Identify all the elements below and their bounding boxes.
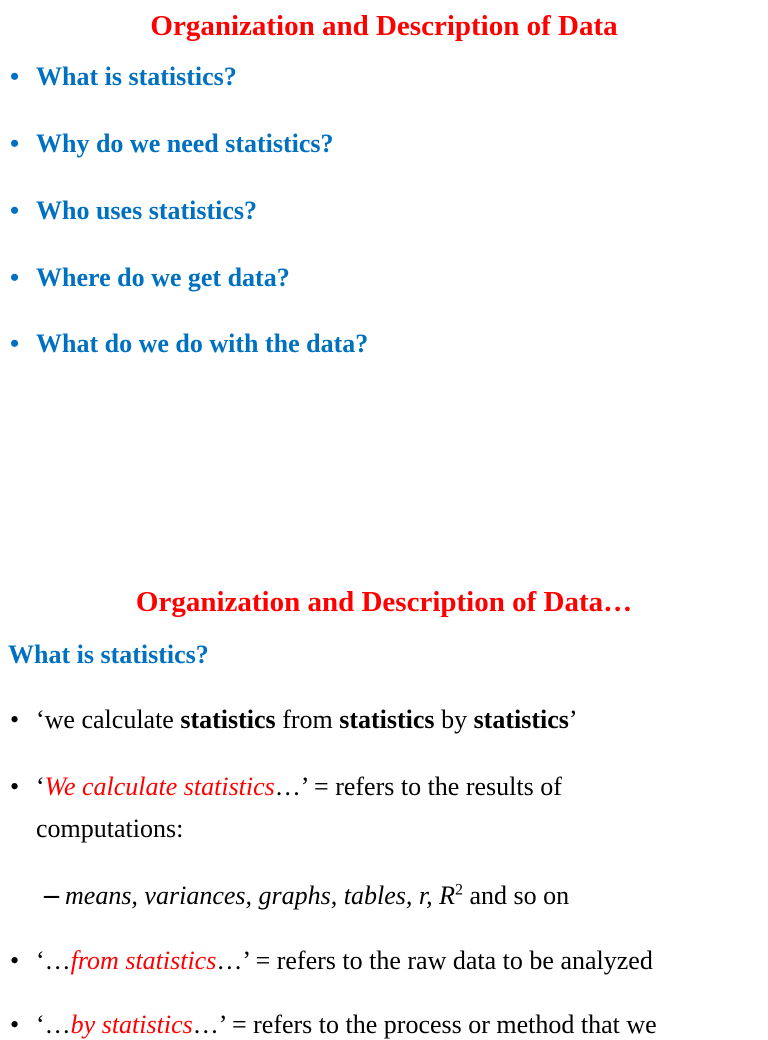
- bullet-icon: •: [10, 329, 20, 358]
- superscript: 2: [454, 881, 463, 899]
- question-text: Who uses statistics?: [36, 196, 258, 225]
- bullet-icon: •: [10, 263, 20, 292]
- italic-text: means, variances, graphs, tables, r, R: [65, 881, 455, 910]
- question-item: [10, 329, 368, 359]
- bullet-continuation: computations:: [36, 814, 184, 843]
- question-text: What do we do with the data?: [36, 329, 369, 358]
- highlight-text: We calculate statistics: [44, 772, 275, 801]
- text: …’ = refers to the raw data to be analyzed: [216, 946, 653, 975]
- bullet-icon: •: [10, 196, 20, 225]
- bullet-item: [10, 705, 578, 735]
- text: ‘: [36, 772, 45, 801]
- bullet-icon: •: [10, 62, 20, 91]
- dash-icon: –: [44, 878, 59, 911]
- question-text: Why do we need statistics?: [36, 129, 334, 158]
- slide2-title: Organization and Description of Data…: [135, 586, 633, 618]
- bold-word: statistics: [473, 705, 569, 734]
- text: …’ = refers to the process or method that we: [192, 1010, 657, 1039]
- slide1-title: Organization and Description of Data: [150, 10, 618, 42]
- bullet-icon: •: [10, 946, 20, 975]
- question-item: [10, 196, 257, 226]
- highlight-text: by statistics: [70, 1010, 193, 1039]
- bold-word: statistics: [180, 705, 276, 734]
- bullet-item: [10, 772, 562, 802]
- question-item: [10, 129, 334, 159]
- text: ’: [568, 705, 578, 734]
- bold-word: statistics: [339, 705, 435, 734]
- text: and so on: [462, 881, 570, 910]
- question-text: Where do we get data?: [36, 263, 290, 292]
- text: by: [434, 705, 474, 734]
- text: from: [275, 705, 340, 734]
- text: ‘we calculate: [36, 705, 181, 734]
- question-text: What is statistics?: [36, 62, 237, 91]
- bullet-item: [10, 1010, 657, 1040]
- bullet-icon: •: [10, 705, 20, 734]
- dash-item: [44, 878, 569, 912]
- bullet-icon: •: [10, 772, 20, 801]
- text: ‘…: [36, 1010, 71, 1039]
- question-item: [10, 263, 290, 293]
- question-item: [10, 62, 237, 92]
- bullet-icon: •: [10, 129, 20, 158]
- slide2-subtitle: What is statistics?: [8, 640, 209, 669]
- text: ‘…: [36, 946, 71, 975]
- bullet-icon: •: [10, 1010, 20, 1039]
- bullet-item: [10, 946, 653, 976]
- highlight-text: from statistics: [70, 946, 217, 975]
- text: …’ = refers to the results of: [274, 772, 562, 801]
